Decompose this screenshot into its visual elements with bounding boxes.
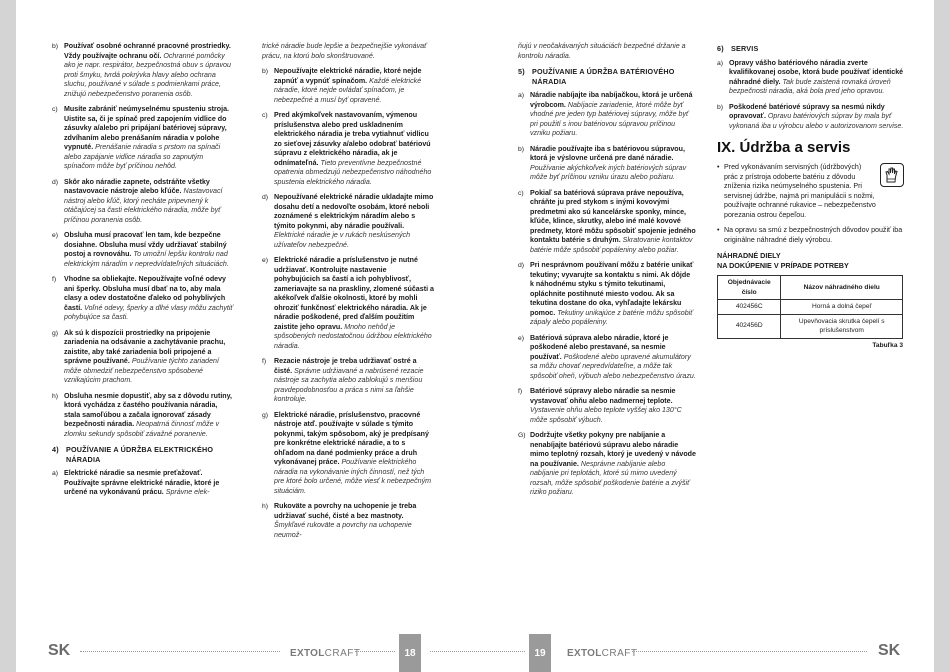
- item-label: c): [52, 106, 58, 113]
- spare-parts-table: [717, 275, 903, 339]
- list-item: [518, 431, 696, 498]
- item-explanation: Správne elek-: [165, 488, 210, 496]
- item-label: g): [52, 329, 59, 337]
- item-explanation: Poškodené alebo upravené akumulátory sa môžu chovať nepredvídateľne, a môže tak spôsobiť oheň, výbuch alebo nebezpečenstvo úrazu.: [530, 352, 696, 380]
- list-item: [262, 256, 434, 351]
- list-item: [52, 231, 234, 269]
- list-item: [52, 42, 234, 99]
- table-header-row: Objednávacie číslo Názov náhradného dielu: [718, 276, 903, 300]
- item-label: g): [262, 411, 269, 419]
- list-item: • Na opravu sa smú z bezpečnostných dôvodov použiť iba originálne náhradné diely výrobcu.: [717, 226, 903, 244]
- chapter-heading: IX. Údržba a servis: [717, 139, 851, 156]
- footer-dots-right: [632, 651, 867, 654]
- list-item: [262, 193, 434, 250]
- item-explanation: Každé elektrické náradie, ktoré nejde ovládať spínačom, je nebezpečné a musí byť opravené.: [274, 76, 422, 104]
- item-instruction: Obsluha musí pracovať len tam, kde bezpečne dosiahne. Obsluha musí vždy udržiavať stabilný postoj a rovnováhu.: [64, 231, 227, 258]
- right-page-column-2: [717, 42, 904, 350]
- list-item: [262, 502, 434, 540]
- item-label: b): [262, 68, 269, 75]
- item-label: e): [262, 257, 269, 264]
- item-explanation: Používanie akýchkoľvek iných batériových súprav môže byť príčinou vzniku úrazu alebo požiaru.: [530, 163, 687, 181]
- item-label: e): [518, 334, 525, 342]
- footer-dots-left-2: [355, 651, 395, 654]
- left-page-column-2: [262, 42, 434, 546]
- item-label: d): [262, 194, 269, 201]
- item-label: b): [52, 43, 59, 50]
- item-instruction: Náradie nabíjajte iba nabíjačkou, ktorá je určená výrobcom.: [530, 91, 693, 109]
- list-item: [52, 469, 234, 498]
- item-label: d): [518, 262, 525, 269]
- list-item: [52, 178, 234, 226]
- protective-glove-icon: [880, 163, 904, 187]
- item-label: d): [52, 178, 59, 186]
- list-item: [52, 392, 234, 440]
- footer-dots-left: [80, 651, 280, 654]
- item-explanation: Ochranné pomôcky ako je napr. respirátor, bezpečnostná obuv s úpravou proti šmyku, tvrdá pokrývka hlavy alebo ochrana sluchu, používané v súlade s podmienkami práce, znižujú nebezpečenstvo poranenia osôb.: [64, 51, 231, 98]
- item-explanation: Nabíjacie zariadenie, ktoré môže byť vhodné pre jeden typ batériovej súpravy, môže byť pri použití s inou batériovou súpravou príčinou vzniku požiaru.: [530, 100, 689, 137]
- item-explanation: Šmykľavé rukoväte a povrchy na uchopenie neumož-: [274, 521, 412, 539]
- item-label: b): [717, 103, 724, 111]
- item-label: a): [52, 470, 59, 477]
- item-explanation: Prenášanie náradia s prstom na spínači alebo zapájanie vidlice náradia so zapnutým spínačom môže byť príčinou nehôd.: [64, 143, 221, 170]
- item-instruction: Elektrické náradie a príslušenstvo je nutné udržiavať. Kontrolujte nastavenie pohybujúcich sa častí a ich pohyblivosť, zameriavajte sa na praskliny, zlomené súčasti a akékoľvek ďalšie okolnosti, ktoré by mohli ohroziť funkčnosť elektrického náradia. Ak je náradie poškodené, pred ďalším použitím zaistite jeho opravu.: [274, 256, 434, 331]
- list-item: [518, 261, 696, 328]
- language-code-left: SK: [48, 642, 71, 659]
- footer-dots-center: [430, 651, 525, 654]
- item-label: c): [262, 112, 268, 119]
- section-heading-5: 5) POUŽÍVANIE A ÚDRŽBA BATÉRIOVÉHO NÁRADIA: [518, 67, 675, 86]
- list-item: [518, 387, 696, 425]
- table-row: 402456D Upevňovacia skrutka čepelí s príslušenstvom: [718, 314, 903, 338]
- item-instruction: Nepoužívajte elektrické náradie, ktoré nejde zapnúť a vypnúť spínačom.: [274, 67, 422, 85]
- item-label: e): [52, 232, 59, 239]
- list-item: [717, 103, 904, 132]
- item-explanation: Nesprávne nabíjanie alebo nabíjanie pri teplotách, ktoré sú mimo uvedený rozsah, môže spôsobiť poškodenie batérie a zvýšiť riziko požiaru.: [530, 459, 690, 496]
- item-instruction: Rezacie nástroje je treba udržiavať ostré a čisté.: [274, 357, 417, 375]
- list-item: [262, 111, 434, 187]
- item-instruction: Poškodené batériové súpravy sa nesmú nikdy opravovať.: [729, 102, 885, 120]
- spare-parts-heading: NÁHRADNÉ DIELY NA DOKÚPENIE V PRÍPADE POTREBY: [717, 251, 849, 270]
- list-item: [717, 59, 904, 97]
- right-page-column-1: [518, 42, 696, 504]
- item-instruction: Elektrické náradie, príslušenstvo, pracovné nástroje atď. používajte v súlade s týmito pokynmi, takým spôsobom, aký je predpísaný pre konkrétne elektrické náradie, a to s ohľadom na dané podmienky práce a druh vykonávanej práce.: [274, 410, 429, 466]
- item-label: G): [518, 432, 526, 439]
- list-item: [52, 105, 234, 172]
- item-label: b): [518, 145, 525, 153]
- left-margin-strip: [0, 0, 16, 672]
- right-margin-strip: [934, 0, 950, 672]
- item-instruction: Pred akýmkoľvek nastavovaním, výmenou príslušenstva alebo pred uskladnením elektrického náradia je treba vytiahnuť vidlicu zo sieťovej zásuvky a/alebo odobrať batériovú súpravu z elektrického náradia, ak je odnímateľná.: [274, 111, 431, 167]
- item-instruction: Obsluha nesmie dopustiť, aby sa z dôvodu rutiny, ktorá vychádza z častého používania náradia, stala samoľúbou a začala ignorovať zásady bezpečnosti náradia.: [64, 391, 233, 428]
- item-instruction: Nepoužívané elektrické náradie ukladajte mimo dosahu detí a nedovoľte osobám, ktoré neboli zoznámené s elektrickým náradím alebo s týmito pokynmi, aby náradie používali.: [274, 193, 434, 230]
- brand-logo-left: EXTOLCRAFT: [290, 648, 361, 659]
- item-explanation: Tieto preventívne bezpečnostné opatrenia obmedzujú nebezpečenstvo náhodného spustenia elektrického náradia.: [274, 158, 432, 186]
- item-instruction: Rukoväte a povrchy na uchopenie je treba udržiavať suché, čisté a bez mastnoty.: [274, 502, 417, 520]
- item-label: h): [52, 392, 59, 400]
- list-item: • Pred vykonávaním servisných (údržbových) prác z prístroja odoberte batériu z dôvodu zníženia rizika neúmyselného spustenia. Pri servisnej údržbe, najmä pri manipulácii s nožmi, používajte ochranné rukavice – nebezpečenstvo porezania ostrou čepeľou.: [717, 163, 904, 220]
- item-instruction: Musíte zabrániť neúmyselnému spusteniu stroja. Uistite sa, či je spínač pred zapojením vidlice do zásuvky a/alebo pri pripájaní batériovej súpravy, zdvíhaním alebo prenášaním náradia v polohe vypnuté.: [64, 105, 230, 151]
- list-item: [518, 145, 696, 183]
- item-instruction: Opravy vášho batériového náradia zverte kvalifikovanej osobe, ktorá bude používať identické náhradné diely.: [729, 58, 904, 86]
- item-explanation: Vystavenie ohňu alebo teplote vyššej ako 130°C môže spôsobiť výbuch.: [530, 406, 682, 424]
- item-label: f): [262, 358, 267, 365]
- item-instruction: Ak sú k dispozícii prostriedky na pripojenie zariadenia na odsávanie a zachytávanie prachu, zaistite, aby také zariadenia boli pripojené a správne používané.: [64, 328, 226, 365]
- list-item: [262, 357, 434, 405]
- item-label: f): [518, 388, 523, 395]
- item-instruction: Vhodne sa obliekajte. Nepoužívajte voľné odevy ani šperky. Obsluha musí dbať na to, aby mala clasy a odev dostatočne ďaleko od pohyblivých častí.: [64, 275, 226, 312]
- item-instruction: Náradie používajte iba s batériovou súpravou, ktorá je výslovne určená pre dané náradie.: [530, 144, 685, 162]
- list-item: [52, 275, 234, 323]
- item-instruction: Pri nesprávnom používaní môžu z batérie unikať tekutiny; vyvarujte sa kontaktu s nimi. Ak dôjde k náhodnému styku s týmito tekutinami, opláchnite postihnuté miesto vodou. Ak sa tekutina dostane do oka, vyhľadajte lekársku pomoc.: [530, 261, 694, 317]
- item-label: f): [52, 276, 57, 283]
- item-label: h): [262, 503, 269, 510]
- item-instruction: Dodržujte všetky pokyny pre nabíjanie a nenabíjajte batériovú súpravu alebo náradie mimo teplotný rozsah, ktorý je uvedený v návode na používanie.: [530, 431, 696, 468]
- page-number-left: 18: [399, 634, 421, 672]
- item-label: a): [518, 92, 525, 99]
- page-number-right: 19: [529, 634, 551, 672]
- item-explanation: Opravu batériových súprav by mala byť vykonaná iba u výrobcu alebo v autorizovanom servise.: [729, 112, 904, 130]
- item-instruction: Elektrické náradie sa nesmie preťažovať. Používajte správne elektrické náradie, ktoré je určené na vykonávanú prácu.: [64, 469, 220, 496]
- section-heading-6: 6) SERVIS: [717, 44, 759, 53]
- list-item: [518, 189, 696, 256]
- list-item: [262, 411, 434, 497]
- item-instruction: Batériové súpravy alebo náradie sa nesmie vystavovať ohňu alebo nadmernej teplote.: [530, 387, 676, 405]
- item-explanation: Používanie elektrického náradia na vykonávanie iných činností, než tých pre ktoré bolo určené, môže viesť k nebezpečným situáciám.: [274, 458, 432, 495]
- item-instruction: Používať osobné ochranné pracovné prostriedky. Vždy používajte ochranu očí.: [64, 42, 231, 60]
- brand-logo-right: EXTOLCRAFT: [567, 648, 638, 659]
- continued-text: ňujú v neočakávaných situáciách bezpečné držanie a kontrolu náradia.: [518, 42, 686, 60]
- table-caption: Tabuľka 3: [872, 341, 903, 349]
- item-explanation: Používanie týchto zariadení môže obmedziť nebezpečenstvo spôsobené vznikajúcim prachom.: [64, 357, 219, 384]
- item-label: c): [518, 189, 524, 197]
- list-item: [518, 91, 696, 139]
- item-instruction: Pokiaľ sa batériová súprava práve nepoužíva, chráňte ju pred stykom s inými kovovými predmetmi ako sú kancelárske sponky, mince, kľúče, klince, skrutky, alebo iné malé kovové predmety, ktoré môžu spôsobiť spojenie jedného kontaktu batérie s druhým.: [530, 188, 696, 244]
- left-page-column-1: [52, 42, 234, 504]
- item-explanation: Skratovanie kontaktov batérie môže spôsobiť popáleniny alebo požiar.: [530, 236, 693, 254]
- item-label: a): [717, 59, 724, 67]
- item-explanation: Elektrické náradie je v rukách neskúsených užívateľov nebezpečné.: [274, 231, 411, 249]
- list-item: [262, 67, 434, 105]
- section-heading-4: 4) POUŽÍVANIE A ÚDRŽBA ELEKTRICKÉHO NÁRADIA: [52, 445, 214, 464]
- item-explanation: Voľné odevy, šperky a dlhé vlasy môžu zachytiť pohybujúce sa časti.: [64, 303, 233, 321]
- item-instruction: Batériová súprava alebo náradie, ktoré je poškodené alebo prestavané, sa nesmie používať.: [530, 333, 669, 361]
- item-explanation: Tak bude zaistená rovnaká úroveň bezpečnosti náradia, aká bola pred jeho opravou.: [729, 77, 891, 95]
- table-row: 402456C Horná a dolná čepeľ: [718, 300, 903, 315]
- item-explanation: Neopatrná činnosť môže v zlomku sekundy spôsobiť závažné poranenie.: [64, 420, 220, 438]
- list-item: [518, 334, 696, 382]
- item-explanation: Tekutiny unikajúce z batérie môžu spôsobiť zápaly alebo popáleniny.: [530, 308, 693, 326]
- list-item: [52, 329, 234, 386]
- item-explanation: To umožní lepšiu kontrolu nad elektrickým náradím v nepredvídateľných situáciách.: [64, 250, 229, 268]
- item-explanation: Nastavovací nástroj alebo kľúč, ktorý necháte pripevnený k otáčajúcej sa časti elektrického náradia, môže byť príčinou poranenia osôb.: [64, 187, 223, 224]
- item-explanation: Mnoho nehôd je spôsobených nedostatočnou údržbou elektrického náradia.: [274, 322, 432, 350]
- item-explanation: Správne udržiavané a nabrúsené rezacie nástroje sa zachytia alebo zablokujú s menšiou pravdepodobnosťou a práca s nimi sa ľahšie kontroluje.: [274, 366, 424, 403]
- item-instruction: Skôr ako náradie zapnete, odstráňte všetky nastavovacie nástroje alebo kľúče.: [64, 177, 210, 195]
- language-code-right: SK: [878, 642, 901, 659]
- continued-text: trické náradie bude lepšie a bezpečnejšie vykonávať prácu, na ktorú bolo skonštruované.: [262, 42, 427, 60]
